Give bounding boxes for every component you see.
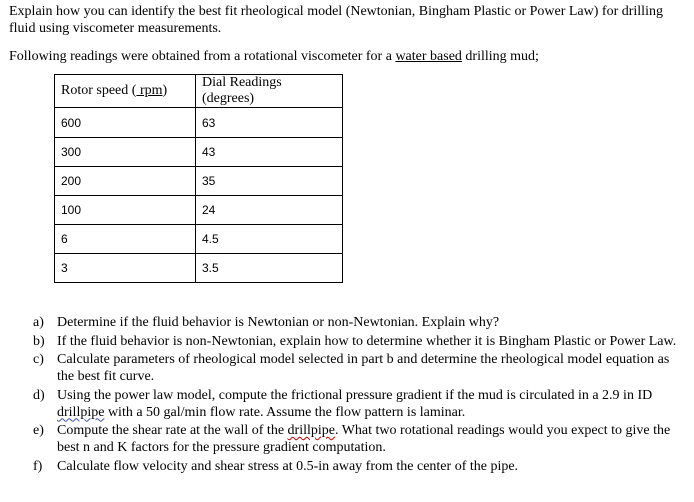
question-text-end: . What two rotational readings would you expect to give the best n and K factors for the pressure gradient computation. xyxy=(57,423,671,455)
rpm-cell: 3 xyxy=(55,254,196,283)
readings-intro xyxy=(9,48,685,65)
question-text: If the fluid behavior is non-Newtonian, explain how to determine whether it is Bingham Plastic or Power Law. xyxy=(57,333,677,349)
item-marker: e) xyxy=(33,423,44,438)
water-based-text: water based xyxy=(395,49,462,64)
list-item xyxy=(9,314,685,331)
list-item xyxy=(9,422,685,456)
list-item xyxy=(9,458,685,475)
readings-intro-text: Following readings were obtained from a rotational viscometer for a xyxy=(9,49,396,64)
rpm-cell: 300 xyxy=(55,138,196,167)
rpm-cell: 600 xyxy=(55,108,196,138)
dial-cell: 3.5 xyxy=(196,254,343,283)
table-header-row xyxy=(55,75,343,108)
rotor-speed-close: ) xyxy=(162,83,168,98)
item-marker: f) xyxy=(33,458,43,474)
rotor-speed-label: Rotor speed ( xyxy=(61,83,137,98)
question-text: Determine if the fluid behavior is Newtonian or non-Newtonian. Explain why? xyxy=(57,315,500,330)
question-text: Calculate flow velocity and shear stress at 0.5-in away from the center of the pipe. xyxy=(57,458,519,474)
item-marker: a) xyxy=(33,315,44,330)
rpm-cell: 100 xyxy=(55,196,196,225)
table-row xyxy=(55,196,343,225)
list-item xyxy=(9,333,685,350)
dial-cell: 35 xyxy=(196,167,343,196)
table-row xyxy=(55,138,343,167)
drillpipe-term: drillpipe xyxy=(287,423,335,438)
table-row xyxy=(55,108,343,138)
viscometer-readings-table xyxy=(54,74,343,283)
table-row xyxy=(55,254,343,283)
list-item xyxy=(9,351,685,385)
readings-intro-end: drilling mud; xyxy=(461,49,539,64)
dial-cell: 24 xyxy=(196,196,343,225)
question-text: Compute the shear rate at the wall of the xyxy=(57,423,288,438)
question-text: Using the power law model, compute the frictional pressure gradient if the mud is circulated in a 2.9 in ID xyxy=(57,387,653,403)
item-marker: b) xyxy=(33,333,45,349)
question-list xyxy=(9,314,685,476)
rpm-cell: 200 xyxy=(55,167,196,196)
drillpipe-term: drillpipe xyxy=(57,404,105,420)
question-text-end: with a 50 gal/min flow rate. Assume the flow pattern is laminar. xyxy=(104,404,466,420)
table-row xyxy=(55,167,343,196)
rpm-cell: 6 xyxy=(55,225,196,254)
dial-readings-header: Dial Readings (degrees) xyxy=(196,75,343,108)
item-marker: c) xyxy=(33,352,44,367)
table-row xyxy=(55,225,343,254)
dial-cell: 63 xyxy=(196,108,343,138)
item-marker: d) xyxy=(33,387,45,403)
dial-cell: 43 xyxy=(196,138,343,167)
list-item xyxy=(9,387,685,421)
rpm-unit-label: rpm xyxy=(136,83,163,98)
question-heading: Explain how you can identify the best fit rheological model (Newtonian, Bingham Plastic or Power Law) for drilling fluid using viscometer measurements. xyxy=(9,4,663,36)
rotor-speed-header xyxy=(55,75,196,108)
dial-cell: 4.5 xyxy=(196,225,343,254)
question-text: Calculate parameters of rheological model selected in part b and determine the rheological model equation as the best fit curve. xyxy=(57,352,670,384)
